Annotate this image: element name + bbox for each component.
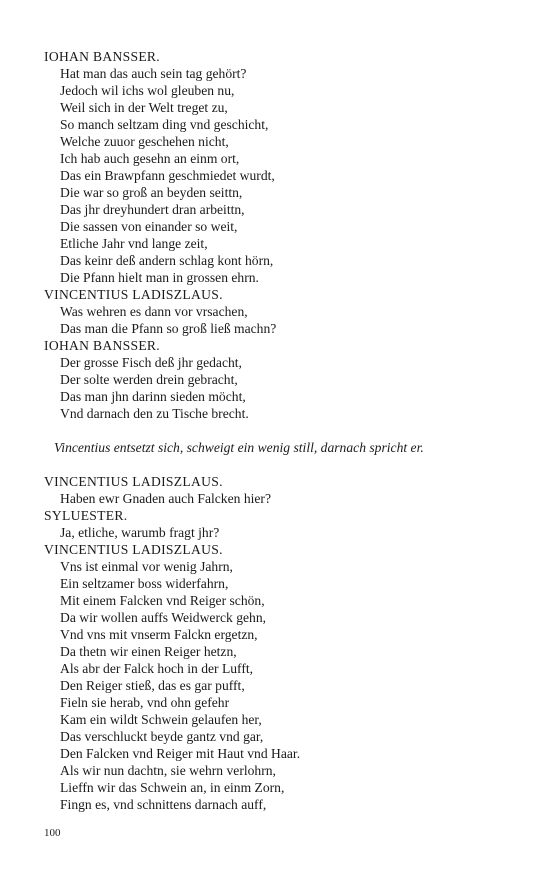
verse-line: Die Pfann hielt man in grossen ehrn.: [60, 270, 259, 285]
speech-block: [44, 48, 514, 286]
verse-line: Fieln sie herab, vnd ohn gefehr: [60, 695, 230, 710]
verse-line: Was wehren es dann vor vrsachen,: [60, 304, 248, 319]
speaker-name: VINCENTIUS LADISZLAUS.: [44, 474, 223, 489]
verse-line: Vnd darnach den zu Tische brecht.: [60, 406, 249, 421]
speaker-name: SYLUESTER.: [44, 508, 128, 523]
verse-line: Den Reiger stieß, das es gar pufft,: [60, 678, 245, 693]
speech-block: [44, 337, 514, 422]
verse-line: Fingn es, vnd schnittens darnach auff,: [60, 797, 267, 812]
verse-line: Das verschluckt beyde gantz vnd gar,: [60, 729, 264, 744]
verse-line: Das man die Pfann so groß ließ machn?: [60, 321, 277, 336]
speech-block: [44, 473, 514, 507]
verse-line: Als wir nun dachtn, sie wehrn verlohrn,: [60, 763, 276, 778]
speaker-name: VINCENTIUS LADISZLAUS.: [44, 287, 223, 302]
verse-line: So manch seltzam ding vnd geschicht,: [60, 117, 269, 132]
verse-line: Kam ein wildt Schwein gelaufen her,: [60, 712, 262, 727]
verse-line: Ja, etliche, warumb fragt jhr?: [60, 525, 220, 540]
verse-line: Ein seltzamer boss widerfahrn,: [60, 576, 229, 591]
verse-line: Das ein Brawpfann geschmiedet wurdt,: [60, 168, 275, 183]
page-number: 100: [44, 827, 61, 839]
verse-line: Das jhr dreyhundert dran arbeittn,: [60, 202, 245, 217]
speech-block: [44, 286, 514, 337]
verse-line: Welche zuuor geschehen nicht,: [60, 134, 229, 149]
stage-direction: Vincentius entsetzt sich, schweigt ein wenig still, darnach spricht er.: [54, 440, 424, 455]
speech-block: [44, 541, 514, 813]
verse-line: Da thetn wir einen Reiger hetzn,: [60, 644, 237, 659]
speaker-name: IOHAN BANSSER.: [44, 338, 160, 353]
verse-line: Haben ewr Gnaden auch Falcken hier?: [60, 491, 271, 506]
verse-line: Lieffn wir das Schwein an, in einm Zorn,: [60, 780, 285, 795]
verse-line: Mit einem Falcken vnd Reiger schön,: [60, 593, 265, 608]
verse-line: Die sassen von einander so weit,: [60, 219, 238, 234]
verse-line: Der grosse Fisch deß jhr gedacht,: [60, 355, 242, 370]
verse-line: Den Falcken vnd Reiger mit Haut vnd Haar.: [60, 746, 301, 761]
verse-line: Die war so groß an beyden seittn,: [60, 185, 243, 200]
verse-line: Da wir wollen auffs Weidwerck gehn,: [60, 610, 267, 625]
verse-line: Weil sich in der Welt treget zu,: [60, 100, 228, 115]
speech-block: [44, 507, 514, 541]
play-text: [44, 48, 514, 813]
verse-line: Hat man das auch sein tag gehört?: [60, 66, 247, 81]
verse-line: Als abr der Falck hoch in der Lufft,: [60, 661, 254, 676]
verse-line: Das man jhn darinn sieden möcht,: [60, 389, 246, 404]
speaker-name: VINCENTIUS LADISZLAUS.: [44, 542, 223, 557]
verse-line: Vns ist einmal vor wenig Jahrn,: [60, 559, 233, 574]
verse-line: Jedoch wil ichs wol gleuben nu,: [60, 83, 235, 98]
speaker-name: IOHAN BANSSER.: [44, 49, 160, 64]
verse-line: Vnd vns mit vnserm Falckn ergetzn,: [60, 627, 258, 642]
verse-line: Der solte werden drein gebracht,: [60, 372, 238, 387]
verse-line: Ich hab auch gesehn an einm ort,: [60, 151, 240, 166]
verse-line: Das keinr deß andern schlag kont hörn,: [60, 253, 274, 268]
verse-line: Etliche Jahr vnd lange zeit,: [60, 236, 208, 251]
